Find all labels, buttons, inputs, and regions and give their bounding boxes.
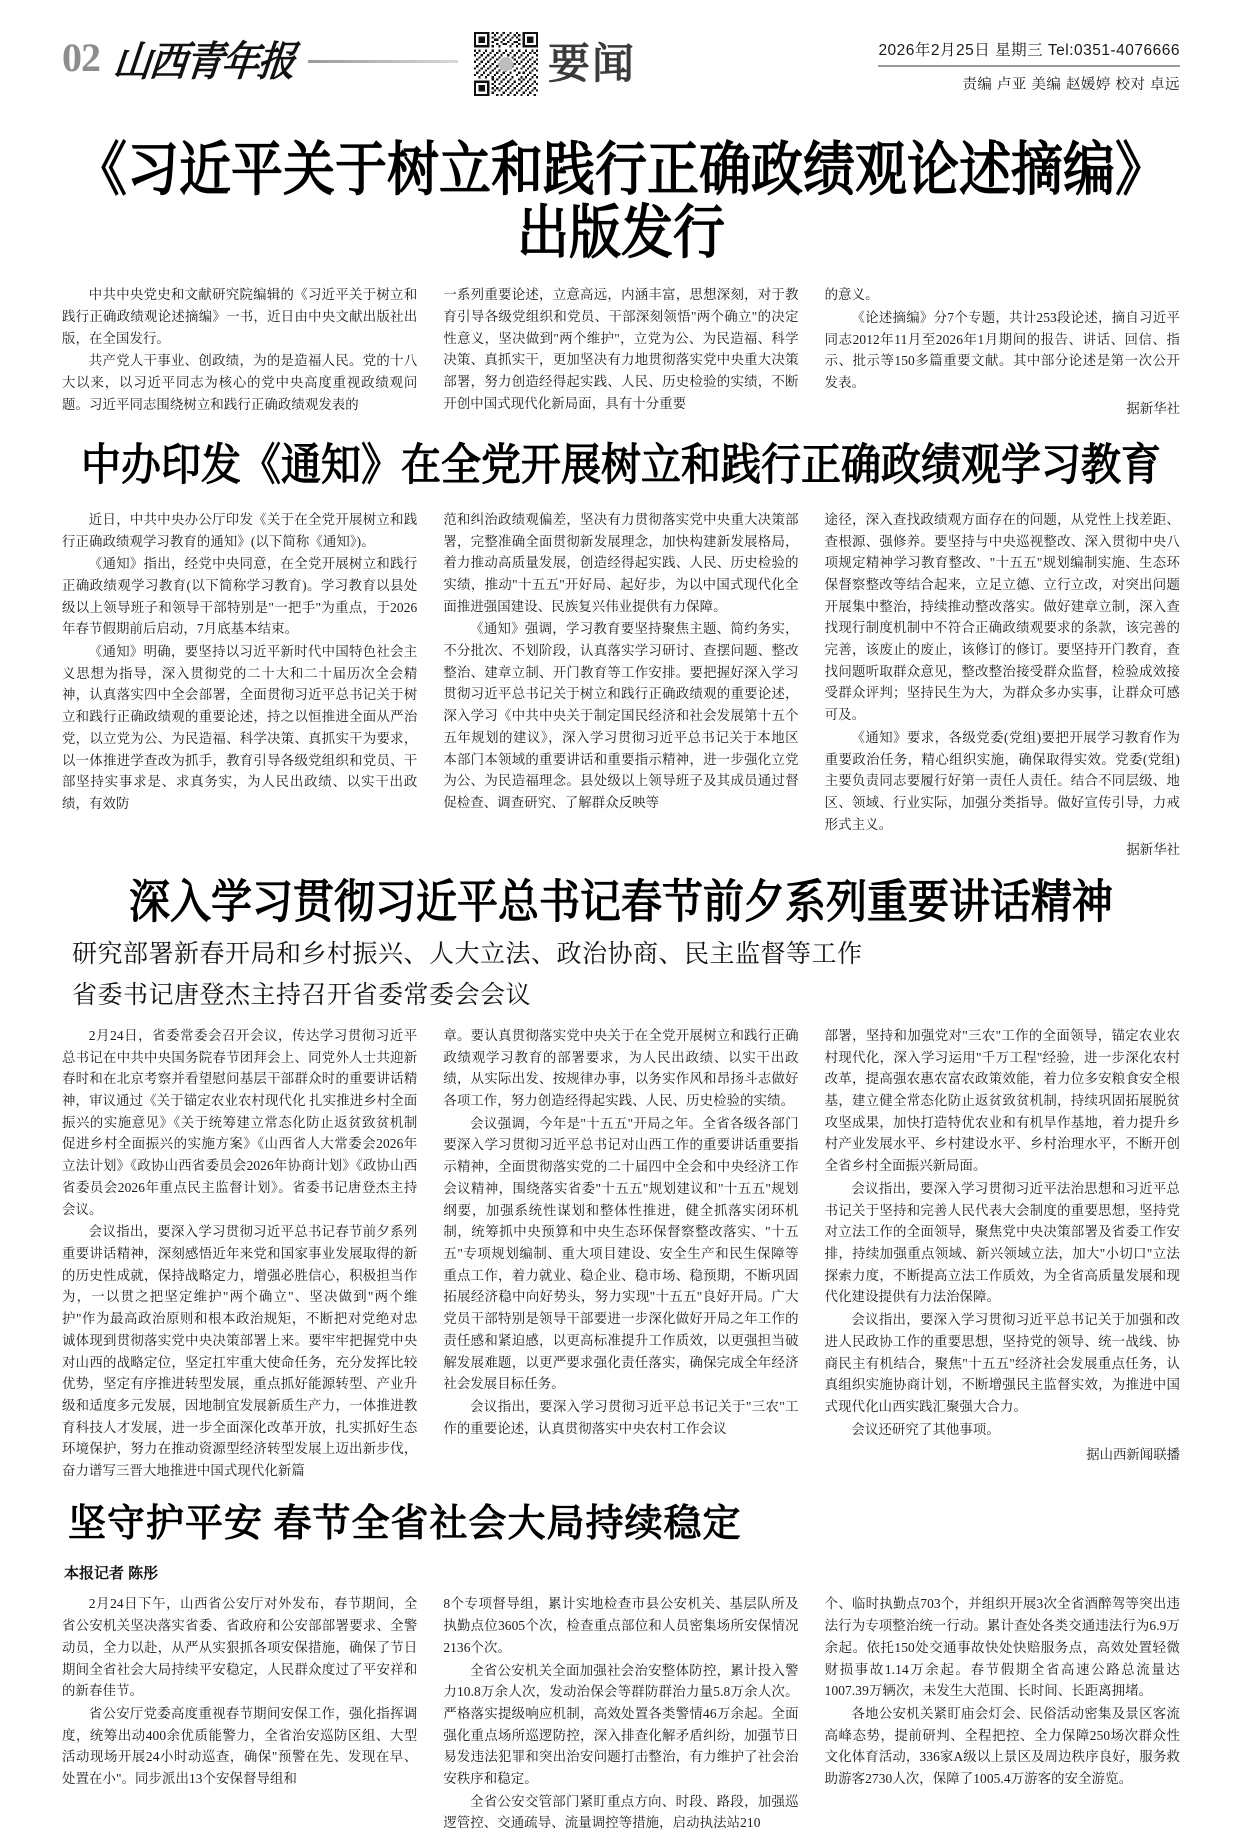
qr-code-icon[interactable]	[474, 32, 538, 96]
article-4-column-2	[443, 1593, 798, 1835]
article-3-columns	[62, 1025, 1180, 1483]
paragraph: 《通知》强调，学习教育要坚持聚焦主题、简约务实，不分批次、不划阶段，认真落实学习研讨、查摆问题、整改整治、建章立制、开门教育等工作安排。要把握好深入学习贯彻习近平总书记关于树立和践行正确政绩观的重要论述，深入学习《中共中央关于制定国民经济和社会发展第十五个五年规划的建议》，深入学习贯彻习近平总书记关于本地区本部门本领域的重要讲话和重要指示精神，进一步强化立党为公、为民造福理念。县处级以上领导班子及其成员通过督促检查、调查研究、了解群众反映等	[443, 621, 799, 810]
paragraph: 范和纠治政绩观偏差，坚决有力贯彻落实党中央重大决策部署，完整准确全面贯彻新发展理念，加快构建新发展格局，着力推动高质量发展，创造经得起实践、人民、历史检验的实绩，推动"十五五"开好局、起好步，为以中国式现代化全面推进强国建设、民族复兴伟业提供有力保障。	[443, 511, 799, 614]
paragraph: 《通知》指出，经党中央同意，在全党开展树立和践行正确政绩观学习教育(以下简称学习教育)。学习教育以县处级以上领导班子和领导干部特别是"一把手"为重点，于2026年春节假期前后启动，7月底基本结束。	[62, 556, 418, 637]
paragraph: 共产党人干事业、创政绩，为的是造福人民。党的十八大以来，以习近平同志为核心的党中央高度重视政绩观问题。习近平同志围绕树立和践行正确政绩观发表的	[62, 353, 418, 412]
article-3-column-3	[825, 1025, 1180, 1463]
article-4-columns	[62, 1593, 1180, 1835]
editor-credits: 责编 卢亚 美编 赵媛婷 校对 卓远	[962, 77, 1180, 93]
article-1-column-2	[443, 284, 798, 415]
newspaper-name: 山西青年报	[111, 39, 296, 86]
article-4-headline: 坚守护平安 春节全省社会大局持续稳定	[68, 1502, 742, 1545]
masthead-info-divider	[878, 65, 1180, 67]
paragraph: 会议指出，要深入学习贯彻习近平法治思想和习近平总书记关于坚持和完善人民代表大会制度的重要思想，坚持党对立法工作的全面领导，聚焦党中央决策部署及省委工作安排，持续加强重点领域、新兴领域立法，加大"小切口"立法探索力度，不断提高立法工作质效，为全省高质量发展和现代化建设提供有力法治保障。	[824, 1180, 1180, 1305]
article-4-column-3	[825, 1593, 1180, 1790]
article-4	[62, 1503, 1180, 1835]
paragraph: 个、临时执勤点703个，并组织开展3次全省酒醉驾等突出违法行为专项整治统一行动。累计查处各类交通违法行为6.9万余起。依托150处交通事故快处快赔服务点，高效处置轻微财损事故1.14万余起。春节假期全省高速公路总流量达1007.39万辆次，未发生大范围、长时间、长距离拥堵。	[824, 1596, 1180, 1699]
paragraph: 会议指出，要深入学习贯彻习近平总书记春节前夕系列重要讲话精神，深刻感悟近年来党和国家事业发展取得的新的历史性成就，保持战略定力，增强必胜信心，积极担当作为，一以贯之把坚定维护"两个确立"、坚决做到"两个维护"作为最高政治原则和根本政治规矩，不断把对党绝对忠诚体现到贯彻落实党中央决策部署上来。要牢牢把握党中央对山西的战略定位，坚定扛牢重大使命任务，充分发挥比较优势，坚定有序推进转型发展，重点抓好能源转型、产业升级和适度多元发展，因地制宜发展新质生产力，一体推进教育科技人才发展，进一步全面深化改革开放，扎实抓好生态环境保护，努力在推动资源型经济转型发展上迈出新步伐，奋力谱写三晋大地推进中国式现代化新篇	[62, 1224, 418, 1479]
article-2-column-1	[62, 509, 417, 816]
page-number: 02	[62, 35, 100, 80]
paragraph: 省公安厅党委高度重视春节期间安保工作，强化指挥调度，统筹出动400余优质能警力，全省治安巡防区组、大型活动现场开展24小时动巡查，确保"预警在先、发现在早、处置在小"。同步派出13个安保督导组和	[62, 1705, 418, 1787]
paragraph: 8个专项督导组，累计实地检查市县公安机关、基层队所及执勤点位3605个次，检查重点部位和人员密集场所安保情况2136个次。	[443, 1596, 799, 1655]
paragraph: 章。要认真贯彻落实党中央关于在全党开展树立和践行正确政绩观学习教育的部署要求，为人民出政绩、以实干出政绩，从实际出发、按规律办事，以务实作风和昂扬斗志做好各项工作，努力创造经得起实践、人民、历史检验的实绩。	[443, 1027, 799, 1109]
article-1-column-1	[62, 284, 417, 416]
paragraph: 《通知》要求，各级党委(党组)要把开展学习教育作为重要政治任务，精心组织实施，确保取得实效。党委(党组)主要负责同志要履行好第一责任人责任。结合不同层级、地区、领域、行业实际，加强分类指导。做好宣传引导，力戒形式主义。	[824, 729, 1180, 832]
article-4-byline: 本报记者 陈彤	[64, 1565, 159, 1583]
paragraph: 《论述摘编》分7个专题，共计253段论述，摘自习近平同志2012年11月至2026年1月期间的报告、讲话、回信、指示、批示等150多篇重要文献。其中部分论述是第一次公开发表。	[824, 310, 1180, 391]
publication-date: 2026年2月25日 星期三 Tel:0351-4076666	[878, 42, 1180, 59]
paragraph: 各地公安机关紧盯庙会灯会、民俗活动密集及景区客流高峰态势，提前研判、全程把控、全力保障250场次群众性文化体育活动，336家A级以上景区及周边秩序良好，服务救助游客2730人次，保障了1005.4万游客的安全游览。	[824, 1705, 1180, 1787]
article-2-source: 据新华社	[1126, 842, 1180, 858]
paragraph: 2月24日下午，山西省公安厅对外发布，春节期间，全省公安机关坚决落实省委、省政府和公安部部署要求、全警动员，全力以赴，从严从实狠抓各项安保措施，确保了节日期间全省社会大局持续平安稳定，人民群众度过了平安祥和的新春佳节。	[62, 1596, 418, 1699]
newspaper-nameplate	[111, 26, 296, 86]
paragraph: 一系列重要论述，立意高远，内涵丰富，思想深刻，对于教育引导各级党组织和党员、干部深刻领悟"两个确立"的决定性意义，坚决做到"两个维护"，立党为公、为民造福、科学决策、真抓实干，更加坚决有力地贯彻落实党中央重大决策部署，努力创造经得起实践、人民、历史检验的实绩，不断开创中国式现代化新局面，具有十分重要	[443, 287, 799, 411]
paragraph: 全省公安机关全面加强社会治安整体防控，累计投入警力10.8万余人次，发动治保会等群防群治力量5.8万余人次。严格落实提级响应机制，高效处置各类警情46万余起。全面强化重点场所巡逻防控，深入排查化解矛盾纠纷，加强节日易发违法犯罪和突出治安问题打击整治，有力维护了社会治安秩序和稳定。	[443, 1662, 799, 1787]
masthead	[62, 0, 1180, 112]
article-1	[62, 138, 1180, 417]
article-3	[62, 876, 1180, 1482]
article-3-subhead-2: 省委书记唐登杰主持召开省委常委会会议	[72, 981, 532, 1009]
article-1-columns	[62, 284, 1180, 417]
paragraph: 会议指出，要深入学习贯彻习近平总书记关于加强和改进人民政协工作的重要思想，坚持党的领导、统一战线、协商民主有机结合，聚焦"十五五"经济社会发展重点任务，认真组织实施协商计划，不断增强民主监督实效，为推进中国式现代化山西实践汇聚强大合力。	[824, 1312, 1180, 1414]
section-label: 要闻	[548, 42, 637, 88]
article-1-headline: 《习近平关于树立和践行正确政绩观论述摘编》出版发行	[74, 138, 1167, 266]
article-3-source: 据山西新闻联播	[1086, 1447, 1180, 1463]
article-1-column-3	[825, 284, 1180, 417]
paragraph: 2月24日，省委常委会召开会议，传达学习贯彻习近平总书记在中共中央国务院春节团拜会上、同党外人士共迎新春时和在北京考察并看望慰问基层干部群众时的重要讲话精神，审议通过《关于锚定农业农村现代化 扎实推进乡村全面振兴的实施意见》《关于统筹建立常态化防止返贫致贫机制促进乡村全面振兴的实施方案》《山西省人大常委会2026年立法计划》《政协山西省委员会2026年协商计划》《政协山西省委员会2026年重点民主监督计划》。省委书记唐登杰主持会议。	[62, 1027, 418, 1217]
paragraph: 途径，深入查找政绩观方面存在的问题，从党性上找差距、查根源、强修养。要坚持与中央巡视整改、深入贯彻中央八项规定精神学习教育整改、"十五五"规划编制实施、生态环保督察整改等结合起来，立足立德、立行立改，对突出问题开展集中整治，持续推动整改落实。做好建章立制，深入查找现行制度机制中不符合正确政绩观要求的条款，该完善的完善，该废止的废止，该修订的修订。要坚持开门教育，查找问题听取群众意见，整改整治接受群众监督，检验成效接受群众评判；坚持民生为大，为群众多办实事，让群众可感可及。	[824, 511, 1180, 723]
paragraph: 部署，坚持和加强党对"三农"工作的全面领导，锚定农业农村现代化，深入学习运用"千万工程"经验，进一步深化农村改革，提高强农惠农富农政策效能，着力位多安粮食安全根基，建立健全常态化防止返贫致贫机制，持续巩固拓展脱贫攻坚成果，加快打造特优农业和有机旱作基地，着力提升乡村产业发展水平、乡村建设水平、乡村治理水平，不断开创全省乡村全面振兴新局面。	[824, 1027, 1180, 1174]
article-3-column-2	[443, 1025, 798, 1440]
paragraph: 会议还研究了其他事项。	[851, 1421, 1000, 1437]
article-2-headline: 中办印发《通知》在全党开展树立和践行正确政绩观学习教育	[81, 440, 1161, 490]
paragraph: 全省公安交管部门紧盯重点方向、时段、路段，加强巡逻管控、交通疏导、流量调控等措施，启动执法站210	[443, 1793, 799, 1831]
article-3-subhead-1: 研究部署新春开局和乡村振兴、人大立法、政治协商、民主监督等工作	[72, 941, 863, 969]
masthead-info	[878, 26, 1180, 94]
article-2-columns	[62, 509, 1180, 859]
paragraph: 的意义。	[824, 287, 879, 303]
paragraph: 《通知》明确，要坚持以习近平新时代中国特色社会主义思想为指导，深入贯彻党的二十大和二十届历次全会精神，认真落实四中全会部署，全面贯彻习近平总书记关于树立和践行正确政绩观的重要论述，持之以恒推进全面从严治党，以立党为公、为民造福、科学决策、真抓实干为要求，以一体推进学查改为抓手，教育引导各级党组织和党员、干部坚持实事求是、求真务实，为人民出政绩、以实干出政绩，有效防	[62, 644, 418, 811]
article-2	[62, 440, 1180, 859]
nameplate-divider	[308, 60, 458, 63]
qr-code-svg	[474, 32, 538, 96]
paragraph: 会议指出，要深入学习贯彻习近平总书记关于"三农"工作的重要论述，认真贯彻落实中央农村工作会议	[443, 1398, 799, 1436]
article-4-column-1	[62, 1593, 417, 1790]
article-3-headline: 深入学习贯彻习近平总书记春节前夕系列重要讲话精神	[129, 876, 1113, 929]
article-2-column-3	[825, 509, 1180, 859]
paragraph: 中共中央党史和文献研究院编辑的《习近平关于树立和践行正确政绩观论述摘编》一书，近日由中央文献出版社出版，在全国发行。	[62, 287, 418, 346]
article-3-column-1	[62, 1025, 417, 1483]
paragraph: 会议强调，今年是"十五五"开局之年。全省各级各部门要深入学习贯彻习近平总书记对山西工作的重要讲话重要指示精神，全面贯彻落实党的二十届四中全会和中央经济工作会议精神，围绕落实省委"十五五"规划建议和"十五五"规划纲要，加强系统性谋划和整体性推进，健全抓落实闭环机制，统筹抓中央预算和中央生态环保督察整改落实、"十五五"专项规划编制、重大项目建设、安全生产和民生保障等重点工作，着力就业、稳企业、稳市场、稳预期，不断巩固拓展经济稳中向好势头，努力实现"十五五"良好开局。广大党员干部特别是领导干部要进一步深化做好开局之年工作的责任感和紧迫感，以更高标准提升工作质效，以更强担当破解发展难题，以更严要求强化责任落实，确保完成全年经济社会发展目标任务。	[443, 1115, 799, 1392]
paragraph: 近日，中共中央办公厅印发《关于在全党开展树立和践行正确政绩观学习教育的通知》(以下简称《通知》)。	[62, 511, 418, 549]
article-2-column-2	[443, 509, 798, 815]
article-1-source: 据新华社	[1126, 400, 1180, 416]
